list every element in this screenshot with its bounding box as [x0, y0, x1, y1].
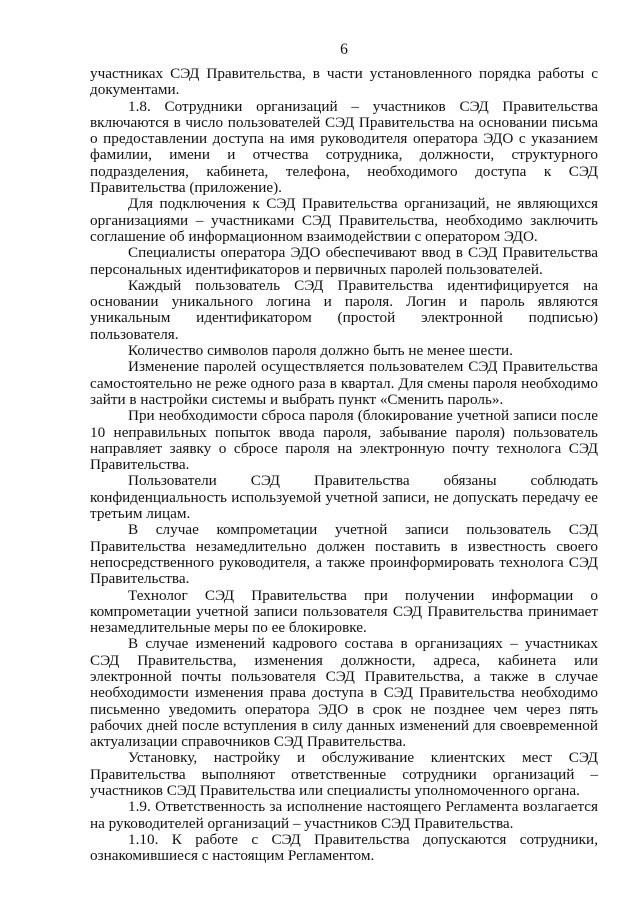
paragraph-password-change: Изменение паролей осуществляется пользователем СЭД Правительства самостоятельно не реже одного раза в квартал. Для смены пароля необходимо зайти в настройки системы и выбрать пункт «Сменить пароль». [90, 358, 598, 408]
document-page [90, 40, 598, 865]
paragraph-login-password: Каждый пользователь СЭД Правительства идентифицируется на основании уникального логина и пароля. Логин и пароль являются уникальным идентификатором (простой электронной подписью) пользователя. [90, 276, 598, 343]
paragraph-compromise: В случае компрометации учетной записи пользователь СЭД Правительства незамедлительно должен поставить в известность своего непосредственного руководителя, а также проинформировать технолога СЭД Правительства. [90, 521, 598, 588]
paragraph-identifiers: Специалисты оператора ЭДО обеспечивают ввод в СЭД Правительства персональных идентификаторов и первичных паролей пользователей. [90, 244, 598, 278]
paragraph-1-10: 1.10. К работе с СЭД Правительства допускаются сотрудники, ознакомившиеся с настоящим Регламентом. [90, 830, 598, 865]
paragraph-blocking: Технолог СЭД Правительства при получении информации о компрометации учетной записи пользователя СЭД Правительства принимает незамедлительные меры по ее блокировке. [90, 586, 598, 637]
paragraph-client-setup: Установку, настройку и обслуживание клиентских мест СЭД Правительства выполняют ответственные сотрудники организаций – участников СЭД Правительства или специалисты уполномоченного органа. [90, 749, 598, 800]
paragraph-1-9: 1.9. Ответственность за исполнение настоящего Регламента возлагается на руководителей организаций – участников СЭД Правительства. [90, 798, 598, 832]
paragraph-password-reset: При необходимости сброса пароля (блокирование учетной записи после 10 неправильных попыток ввода пароля, забывание пароля) пользователь направляет заявку о сбросе пароля на электронную почту технолога СЭД Правительства. [90, 407, 598, 474]
paragraph-1-8: 1.8. Сотрудники организаций – участников СЭД Правительства включаются в число пользователей СЭД Правительства на основании письма о предоставлении доступа на имя руководителя оператора ЭДО с указанием фамилии, имени и отчества сотрудника, должности, структурного подразделения, кабинета, телефона, необходимого доступа к СЭД Правительства (приложение). [90, 97, 598, 197]
page-number: 6 [340, 41, 348, 58]
paragraph-confidentiality: Пользователи СЭД Правительства обязаны соблюдать конфиденциальность используемой учетной записи, не допускать передачу ее третьим лицам. [90, 472, 598, 523]
paragraph-password-length: Количество символов пароля должно быть не менее шести. [128, 342, 513, 360]
paragraph-staff-changes: В случае изменений кадрового состава в организациях – участниках СЭД Правительства, изменения должности, адреса, кабинета или электронной почты пользователя СЭД Правительства, а также в случае необходимости изменения права доступа в СЭД Правительства необходимо письменно уведомить оператора ЭДО в срок не позднее чем через пять рабочих дней после вступления в силу данных изменений для своевременной актуализации справочников СЭД Правительства. [90, 635, 598, 751]
paragraph-connection-agreement: Для подключения к СЭД Правительства организаций, не являющихся организациями – участниками СЭД Правительства, необходимо заключить соглашение об информационном взаимодействии с оператором ЭДО. [90, 195, 598, 245]
paragraph-continuation: участниках СЭД Правительства, в части установленного порядка работы с документами. [90, 65, 598, 99]
